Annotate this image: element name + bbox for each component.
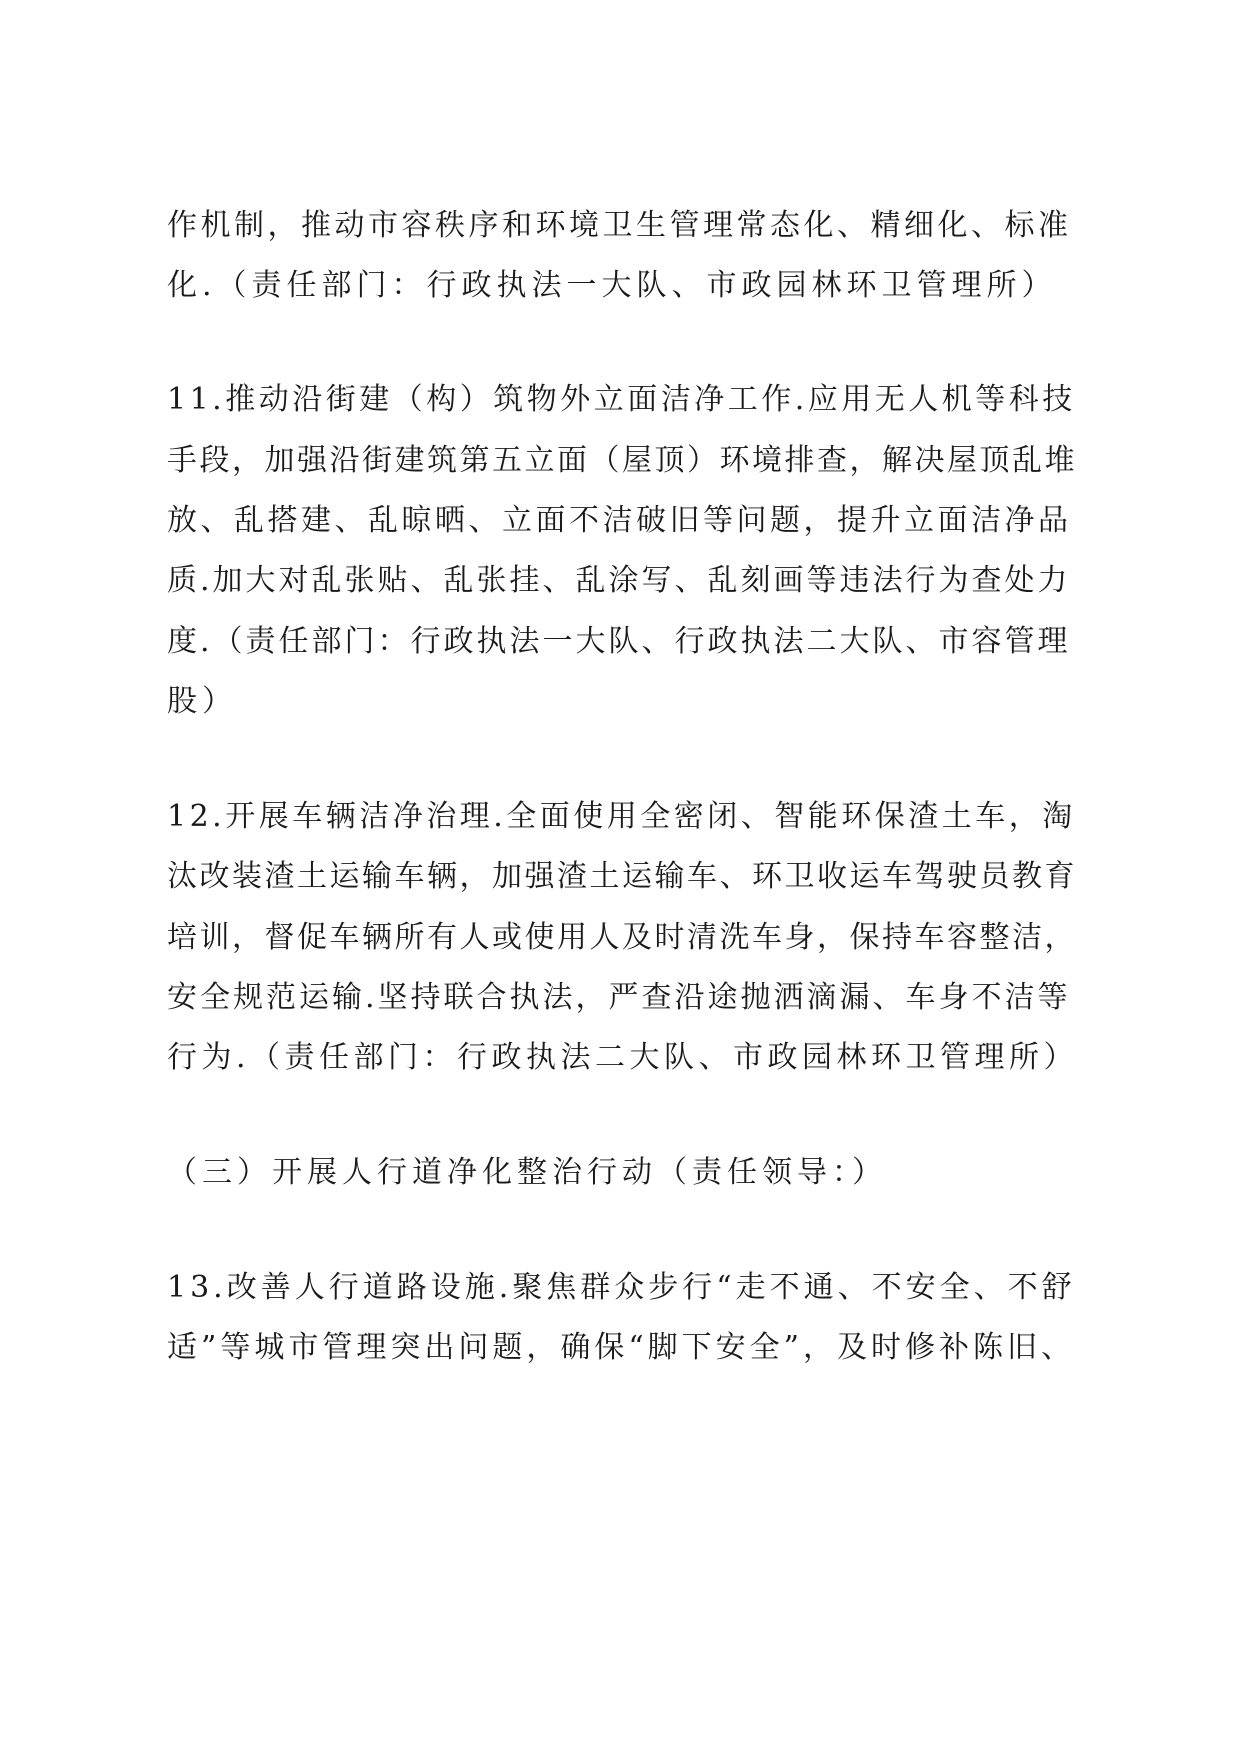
paragraph-line: 汰改装渣土运输车辆，加强渣土运输车、环卫收运车驾驶员教育 xyxy=(167,859,1077,894)
paragraph-line: 培训，督促车辆所有人或使用人及时清洗车身，保持车容整洁， xyxy=(167,920,1077,955)
paragraph-line: 作机制，推动市容秩序和环境卫生管理常态化、精细化、标准 xyxy=(167,208,1072,243)
paragraph-line: 安全规范运输.坚持联合执法，严查沿途抛洒滴漏、车身不洁等 xyxy=(167,980,1071,1015)
paragraph-line: 放、乱搭建、乱晾晒、立面不洁破旧等问题，提升立面洁净品 xyxy=(167,503,1072,538)
paragraph-line: 度.（责任部门：行政执法一大队、行政执法二大队、市容管理 xyxy=(167,624,1071,659)
paragraph-line: 12.开展车辆洁净治理.全面使用全密闭、智能环保渣土车，淘 xyxy=(167,799,1076,834)
section-heading: （三）开展人行道净化整治行动（责任领导：） xyxy=(167,1155,887,1190)
paragraph-line: 11.推动沿街建（构）筑物外立面洁净工作.应用无人机等科技 xyxy=(167,382,1076,417)
paragraph-line: 行为.（责任部门：行政执法二大队、市政园林环卫管理所） xyxy=(167,1040,1079,1075)
paragraph-line: 股） xyxy=(167,684,237,719)
paragraph-line: 质.加大对乱张贴、乱张挂、乱涂写、乱刻画等违法行为查处力 xyxy=(167,563,1071,598)
paragraph-line: 适”等城市管理突出问题，确保“脚下安全”，及时修补陈旧、 xyxy=(167,1330,1076,1365)
paragraph-line: 13.改善人行道路设施.聚焦群众步行“走不通、不安全、不舒 xyxy=(167,1270,1076,1305)
paragraph-line: 手段，加强沿街建筑第五立面（屋顶）环境排查，解决屋顶乱堆 xyxy=(167,443,1077,478)
paragraph-line: 化.（责任部门：行政执法一大队、市政园林环卫管理所） xyxy=(167,268,1057,303)
